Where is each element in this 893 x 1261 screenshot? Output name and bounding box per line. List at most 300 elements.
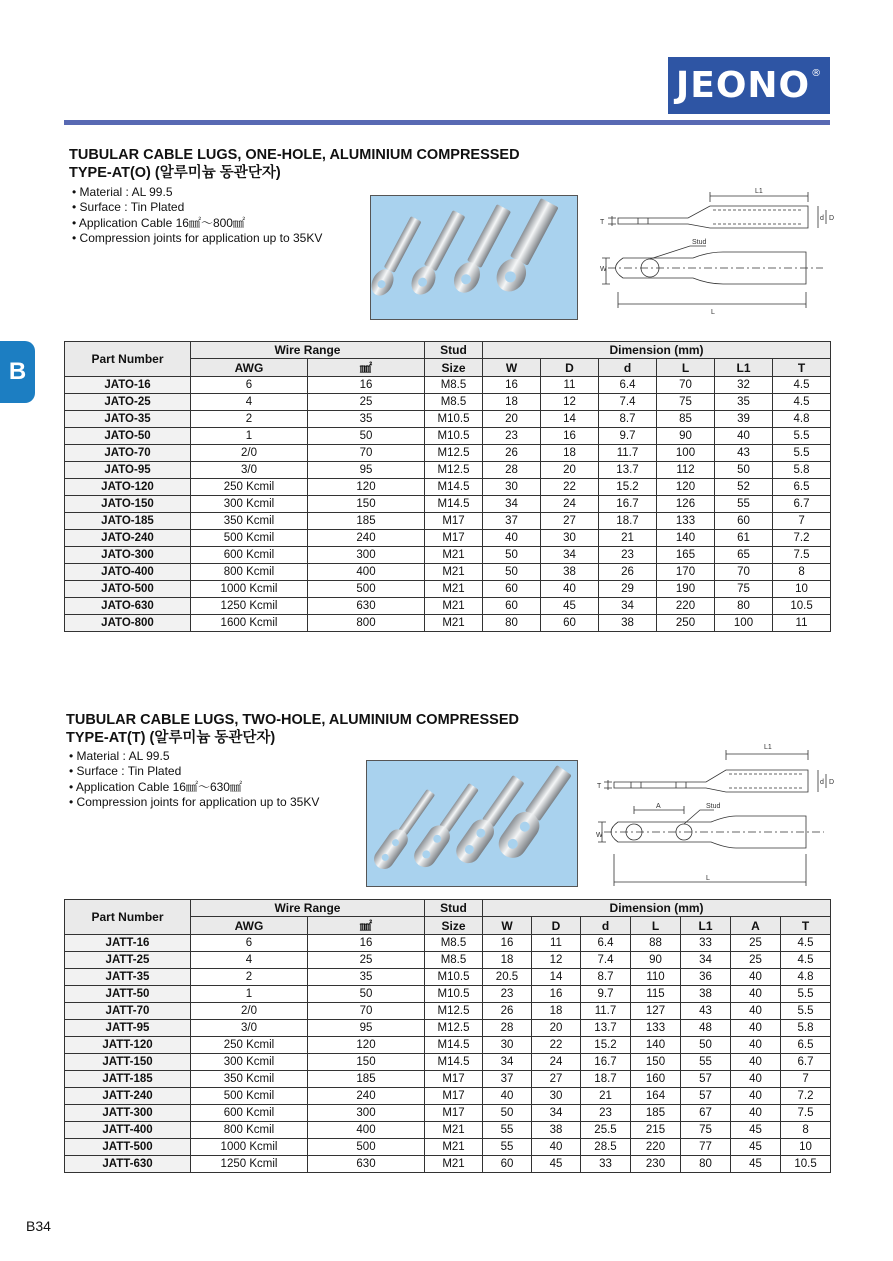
dim-label-l: L	[706, 875, 710, 882]
cell-l: 165	[657, 547, 715, 564]
cell-awg: 4	[191, 394, 308, 411]
table-row	[65, 462, 831, 479]
col-d-outer: D	[541, 359, 599, 377]
cell-d-outer: 34	[541, 547, 599, 564]
cell-awg: 2	[191, 411, 308, 428]
cell-t: 4.5	[781, 952, 831, 969]
cell-w: 28	[483, 462, 541, 479]
table-row	[65, 1156, 831, 1173]
table-row	[65, 411, 831, 428]
cell-a: 25	[731, 935, 781, 952]
dim-label-l1: L1	[755, 188, 763, 195]
cell-d-inner: 18.7	[599, 513, 657, 530]
cell-stud-size: M17	[425, 530, 483, 547]
cell-l: 170	[657, 564, 715, 581]
cell-part-number: JATT-500	[65, 1139, 191, 1156]
table-row	[65, 445, 831, 462]
dim-label-t: T	[600, 219, 605, 226]
cell-mm2: 50	[308, 428, 425, 445]
cell-mm2: 400	[308, 564, 425, 581]
cell-t: 5.5	[781, 1003, 831, 1020]
table-row	[65, 986, 831, 1003]
cell-l1: 61	[715, 530, 773, 547]
section2-technical-drawing	[596, 742, 841, 888]
cell-d-outer: 45	[541, 598, 599, 615]
section1-technical-drawing	[598, 180, 838, 320]
cell-l1: 65	[715, 547, 773, 564]
cell-stud-size: M10.5	[425, 986, 483, 1003]
cell-d-inner: 11.7	[581, 1003, 631, 1020]
cell-d-outer: 38	[532, 1122, 581, 1139]
cell-l: 75	[657, 394, 715, 411]
section2-spec-table	[64, 899, 831, 1173]
cell-part-number: JATT-150	[65, 1054, 191, 1071]
cell-awg: 800 Kcmil	[191, 564, 308, 581]
cell-w: 50	[483, 1105, 532, 1122]
cell-awg: 2/0	[191, 1003, 308, 1020]
col-l: L	[657, 359, 715, 377]
col-size: Size	[425, 359, 483, 377]
cell-stud-size: M14.5	[425, 479, 483, 496]
cell-part-number: JATO-150	[65, 496, 191, 513]
cell-d-outer: 16	[532, 986, 581, 1003]
cell-awg: 3/0	[191, 1020, 308, 1037]
cell-t: 7.2	[773, 530, 831, 547]
col-d-inner: d	[599, 359, 657, 377]
cell-mm2: 500	[308, 1139, 425, 1156]
page-number: B34	[26, 1218, 51, 1234]
cell-mm2: 185	[308, 513, 425, 530]
cell-t: 6.7	[781, 1054, 831, 1071]
cell-d-outer: 30	[532, 1088, 581, 1105]
cell-d-outer: 40	[541, 581, 599, 598]
cell-stud-size: M21	[425, 1122, 483, 1139]
cell-l: 110	[631, 969, 681, 986]
col-awg: AWG	[191, 359, 308, 377]
cell-l1: 100	[715, 615, 773, 632]
cell-w: 60	[483, 598, 541, 615]
cell-t: 7	[773, 513, 831, 530]
header-rule	[64, 120, 830, 125]
cell-part-number: JATT-300	[65, 1105, 191, 1122]
cell-t: 6.7	[773, 496, 831, 513]
cell-d-outer: 18	[532, 1003, 581, 1020]
table-row	[65, 1037, 831, 1054]
col-size: Size	[425, 917, 483, 935]
cell-w: 26	[483, 1003, 532, 1020]
cell-d-inner: 9.7	[581, 986, 631, 1003]
cell-t: 8	[773, 564, 831, 581]
cell-mm2: 300	[308, 1105, 425, 1122]
col-dimension: Dimension (mm)	[483, 900, 831, 917]
cell-part-number: JATT-240	[65, 1088, 191, 1105]
cell-d-inner: 18.7	[581, 1071, 631, 1088]
col-stud: Stud	[425, 342, 483, 359]
cell-w: 55	[483, 1122, 532, 1139]
spec-voltage: • Compression joints for application up to 35KV	[72, 231, 322, 246]
cell-part-number: JATO-300	[65, 547, 191, 564]
cell-mm2: 150	[308, 1054, 425, 1071]
cell-stud-size: M8.5	[425, 377, 483, 394]
cell-t: 4.8	[773, 411, 831, 428]
cell-l: 120	[657, 479, 715, 496]
table-row	[65, 935, 831, 952]
table-row	[65, 564, 831, 581]
cell-w: 55	[483, 1139, 532, 1156]
cell-a: 40	[731, 1088, 781, 1105]
cell-d-inner: 23	[599, 547, 657, 564]
cell-l1: 57	[681, 1071, 731, 1088]
cell-awg: 1000 Kcmil	[191, 581, 308, 598]
col-l1: L1	[681, 917, 731, 935]
cell-l: 164	[631, 1088, 681, 1105]
cell-a: 40	[731, 1054, 781, 1071]
col-d-outer: D	[532, 917, 581, 935]
cell-d-inner: 6.4	[581, 935, 631, 952]
cell-w: 26	[483, 445, 541, 462]
cell-stud-size: M17	[425, 513, 483, 530]
cell-l: 112	[657, 462, 715, 479]
cell-d-inner: 7.4	[581, 952, 631, 969]
cell-part-number: JATO-35	[65, 411, 191, 428]
cell-mm2: 16	[308, 377, 425, 394]
cell-l: 100	[657, 445, 715, 462]
cell-l1: 39	[715, 411, 773, 428]
cell-t: 5.5	[773, 445, 831, 462]
two-hole-lugs-illustration	[367, 761, 577, 886]
cell-t: 10.5	[773, 598, 831, 615]
cell-d-outer: 18	[541, 445, 599, 462]
cell-d-outer: 14	[532, 969, 581, 986]
cell-mm2: 150	[308, 496, 425, 513]
cell-stud-size: M14.5	[425, 1054, 483, 1071]
dim-label-w: W	[600, 266, 607, 273]
section1-title	[69, 146, 520, 182]
section1-subtitle: TYPE-AT(O) (알루미늄 동관단자)	[69, 165, 281, 181]
cell-d-inner: 8.7	[599, 411, 657, 428]
cell-t: 7	[781, 1071, 831, 1088]
cell-w: 50	[483, 547, 541, 564]
cell-d-outer: 40	[532, 1139, 581, 1156]
cell-l: 85	[657, 411, 715, 428]
cell-d-outer: 22	[532, 1037, 581, 1054]
table-row	[65, 581, 831, 598]
cell-w: 20.5	[483, 969, 532, 986]
cell-l: 230	[631, 1156, 681, 1173]
table-row	[65, 428, 831, 445]
cell-d-outer: 12	[532, 952, 581, 969]
cell-mm2: 95	[308, 462, 425, 479]
cell-stud-size: M21	[425, 1139, 483, 1156]
col-t: T	[773, 359, 831, 377]
cell-d-inner: 13.7	[599, 462, 657, 479]
cell-d-inner: 38	[599, 615, 657, 632]
cell-part-number: JATO-240	[65, 530, 191, 547]
cell-part-number: JATT-35	[65, 969, 191, 986]
cell-d-outer: 11	[541, 377, 599, 394]
cell-a: 40	[731, 969, 781, 986]
cell-w: 80	[483, 615, 541, 632]
cell-part-number: JATT-16	[65, 935, 191, 952]
col-stud: Stud	[425, 900, 483, 917]
col-dimension: Dimension (mm)	[483, 342, 831, 359]
cell-stud-size: M14.5	[425, 1037, 483, 1054]
cell-awg: 2/0	[191, 445, 308, 462]
section2-subtitle: TYPE-AT(T) (알루미늄 동관단자)	[66, 730, 276, 746]
table-row	[65, 1088, 831, 1105]
table-body	[65, 377, 831, 632]
cell-l: 133	[631, 1020, 681, 1037]
cell-mm2: 120	[308, 479, 425, 496]
table-row	[65, 1020, 831, 1037]
cell-w: 23	[483, 428, 541, 445]
cell-awg: 500 Kcmil	[191, 530, 308, 547]
registered-mark: ®	[811, 68, 823, 79]
cell-d-outer: 22	[541, 479, 599, 496]
section2-title	[66, 711, 519, 747]
cell-awg: 1000 Kcmil	[191, 1139, 308, 1156]
cell-l: 160	[631, 1071, 681, 1088]
cell-w: 16	[483, 935, 532, 952]
cell-stud-size: M17	[425, 1088, 483, 1105]
table-row	[65, 377, 831, 394]
cell-w: 28	[483, 1020, 532, 1037]
cell-d-inner: 6.4	[599, 377, 657, 394]
cell-d-inner: 9.7	[599, 428, 657, 445]
cell-t: 10	[781, 1139, 831, 1156]
cell-awg: 4	[191, 952, 308, 969]
cell-d-outer: 11	[532, 935, 581, 952]
cell-w: 40	[483, 530, 541, 547]
dim-label-a: A	[656, 803, 661, 810]
cell-part-number: JATT-185	[65, 1071, 191, 1088]
spec-surface: • Surface : Tin Plated	[69, 764, 319, 779]
cell-w: 34	[483, 496, 541, 513]
cell-mm2: 95	[308, 1020, 425, 1037]
cell-d-outer: 16	[541, 428, 599, 445]
cell-l: 70	[657, 377, 715, 394]
cell-stud-size: M8.5	[425, 952, 483, 969]
cell-stud-size: M17	[425, 1105, 483, 1122]
cell-d-inner: 21	[581, 1088, 631, 1105]
cell-w: 60	[483, 1156, 532, 1173]
cell-awg: 6	[191, 377, 308, 394]
cell-a: 40	[731, 1105, 781, 1122]
cell-d-outer: 27	[541, 513, 599, 530]
table-row	[65, 1122, 831, 1139]
cell-awg: 1250 Kcmil	[191, 1156, 308, 1173]
table-row	[65, 952, 831, 969]
cell-mm2: 240	[308, 1088, 425, 1105]
cell-part-number: JATT-630	[65, 1156, 191, 1173]
spec-application: • Application Cable 16㎟～800㎟	[72, 216, 322, 231]
cell-w: 16	[483, 377, 541, 394]
cell-part-number: JATT-25	[65, 952, 191, 969]
cell-part-number: JATO-500	[65, 581, 191, 598]
cell-d-inner: 33	[581, 1156, 631, 1173]
cell-t: 7.2	[781, 1088, 831, 1105]
cell-l1: 43	[681, 1003, 731, 1020]
dim-label-w: W	[596, 832, 603, 839]
col-w: W	[483, 917, 532, 935]
col-part-number: Part Number	[65, 900, 191, 935]
cell-d-inner: 16.7	[581, 1054, 631, 1071]
col-d-inner: d	[581, 917, 631, 935]
cell-a: 40	[731, 1071, 781, 1088]
cell-awg: 3/0	[191, 462, 308, 479]
cell-t: 5.5	[781, 986, 831, 1003]
cell-t: 4.5	[773, 377, 831, 394]
brand-logo	[668, 57, 830, 114]
section1-spec-table	[64, 341, 831, 632]
cell-mm2: 185	[308, 1071, 425, 1088]
cell-d-inner: 28.5	[581, 1139, 631, 1156]
table-row	[65, 1071, 831, 1088]
one-hole-lugs-illustration	[371, 196, 577, 319]
cell-mm2: 120	[308, 1037, 425, 1054]
cell-t: 10.5	[781, 1156, 831, 1173]
cell-part-number: JATT-400	[65, 1122, 191, 1139]
col-l: L	[631, 917, 681, 935]
cell-l1: 77	[681, 1139, 731, 1156]
cell-awg: 600 Kcmil	[191, 1105, 308, 1122]
cell-d-inner: 11.7	[599, 445, 657, 462]
cell-l1: 60	[715, 513, 773, 530]
cell-mm2: 16	[308, 935, 425, 952]
table-header-row	[65, 342, 831, 359]
cell-w: 30	[483, 479, 541, 496]
table-row	[65, 1105, 831, 1122]
dim-label-d-large: D	[829, 779, 835, 786]
cell-l1: 67	[681, 1105, 731, 1122]
dim-label-t: T	[597, 783, 602, 790]
cell-awg: 1600 Kcmil	[191, 615, 308, 632]
cell-part-number: JATO-25	[65, 394, 191, 411]
cell-awg: 250 Kcmil	[191, 479, 308, 496]
col-wire-range: Wire Range	[191, 342, 425, 359]
cell-awg: 300 Kcmil	[191, 496, 308, 513]
col-wire-range: Wire Range	[191, 900, 425, 917]
cell-l: 90	[631, 952, 681, 969]
cell-mm2: 35	[308, 411, 425, 428]
spec-voltage: • Compression joints for application up to 35KV	[69, 795, 319, 810]
cell-w: 40	[483, 1088, 532, 1105]
cell-d-outer: 14	[541, 411, 599, 428]
section1-title-text: TUBULAR CABLE LUGS, ONE-HOLE, ALUMINIUM COMPRESSED	[69, 147, 520, 163]
cell-t: 6.5	[773, 479, 831, 496]
cell-t: 4.8	[781, 969, 831, 986]
cell-l: 220	[657, 598, 715, 615]
cell-l: 88	[631, 935, 681, 952]
cell-part-number: JATT-70	[65, 1003, 191, 1020]
cell-l1: 33	[681, 935, 731, 952]
cell-t: 10	[773, 581, 831, 598]
cell-mm2: 35	[308, 969, 425, 986]
cell-mm2: 25	[308, 952, 425, 969]
col-mm2: ㎟	[308, 359, 425, 377]
table-row	[65, 530, 831, 547]
cell-mm2: 50	[308, 986, 425, 1003]
cell-awg: 6	[191, 935, 308, 952]
cell-mm2: 800	[308, 615, 425, 632]
table-row	[65, 1054, 831, 1071]
cell-w: 18	[483, 952, 532, 969]
cell-d-inner: 23	[581, 1105, 631, 1122]
table-row	[65, 1139, 831, 1156]
cell-t: 6.5	[781, 1037, 831, 1054]
cell-part-number: JATO-185	[65, 513, 191, 530]
cell-stud-size: M21	[425, 581, 483, 598]
cell-stud-size: M21	[425, 598, 483, 615]
cell-l: 150	[631, 1054, 681, 1071]
dim-label-d-small: d	[820, 779, 824, 786]
cell-d-inner: 21	[599, 530, 657, 547]
cell-stud-size: M12.5	[425, 445, 483, 462]
section-tab: B	[0, 341, 35, 403]
cell-l1: 55	[681, 1054, 731, 1071]
cell-a: 40	[731, 1003, 781, 1020]
table-row	[65, 547, 831, 564]
cell-a: 40	[731, 1020, 781, 1037]
spec-surface: • Surface : Tin Plated	[72, 200, 322, 215]
cell-l1: 55	[715, 496, 773, 513]
cell-awg: 350 Kcmil	[191, 513, 308, 530]
cell-t: 5.8	[773, 462, 831, 479]
cell-d-outer: 27	[532, 1071, 581, 1088]
cell-mm2: 240	[308, 530, 425, 547]
cell-stud-size: M12.5	[425, 1003, 483, 1020]
cell-part-number: JATO-70	[65, 445, 191, 462]
cell-d-inner: 34	[599, 598, 657, 615]
cell-awg: 800 Kcmil	[191, 1122, 308, 1139]
cell-w: 50	[483, 564, 541, 581]
cell-d-outer: 30	[541, 530, 599, 547]
spec-application: • Application Cable 16㎟～630㎟	[69, 780, 319, 795]
cell-l1: 50	[715, 462, 773, 479]
cell-part-number: JATO-16	[65, 377, 191, 394]
cell-l1: 75	[681, 1122, 731, 1139]
cell-stud-size: M21	[425, 547, 483, 564]
cell-d-inner: 15.2	[581, 1037, 631, 1054]
cell-awg: 1	[191, 986, 308, 1003]
cell-stud-size: M8.5	[425, 394, 483, 411]
cell-part-number: JATO-120	[65, 479, 191, 496]
cell-w: 60	[483, 581, 541, 598]
cell-a: 45	[731, 1122, 781, 1139]
col-w: W	[483, 359, 541, 377]
dim-label-l: L	[711, 309, 715, 316]
cell-l1: 57	[681, 1088, 731, 1105]
cell-l: 133	[657, 513, 715, 530]
cell-l: 215	[631, 1122, 681, 1139]
cell-a: 45	[731, 1156, 781, 1173]
col-a: A	[731, 917, 781, 935]
cell-d-outer: 20	[541, 462, 599, 479]
table-row	[65, 1003, 831, 1020]
cell-d-outer: 38	[541, 564, 599, 581]
cell-l1: 48	[681, 1020, 731, 1037]
cell-t: 11	[773, 615, 831, 632]
cell-stud-size: M21	[425, 615, 483, 632]
cell-stud-size: M10.5	[425, 428, 483, 445]
cell-w: 20	[483, 411, 541, 428]
cell-t: 7.5	[781, 1105, 831, 1122]
section2-title-text: TUBULAR CABLE LUGS, TWO-HOLE, ALUMINIUM COMPRESSED	[66, 712, 519, 728]
cell-d-outer: 24	[532, 1054, 581, 1071]
cell-awg: 2	[191, 969, 308, 986]
cell-l: 127	[631, 1003, 681, 1020]
cell-awg: 350 Kcmil	[191, 1071, 308, 1088]
